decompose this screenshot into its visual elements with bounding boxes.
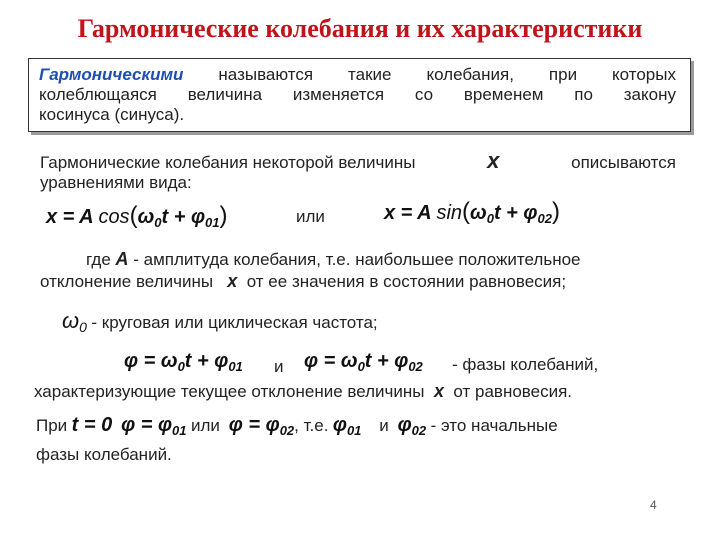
eq2-arg: t + φ (493, 202, 538, 224)
amplitude-line-1 (86, 248, 581, 271)
eq2-omega: ω (470, 202, 487, 224)
phase1-mid: t + φ (184, 350, 229, 372)
initial-and: и (379, 416, 389, 435)
definition-term: Гармоническими (39, 65, 184, 84)
eq2-fn: sin (436, 202, 463, 224)
eq1-close-paren: ) (219, 202, 228, 229)
phases-var-x: x (433, 381, 444, 401)
page-number: 4 (650, 498, 657, 512)
initial-phi2-text: φ = φ (228, 414, 280, 436)
initial-or: или (190, 416, 220, 435)
frequency-text: - круговая или циклическая частота; (91, 313, 378, 332)
frequency-sub: 0 (79, 319, 87, 335)
eq2-open-paren: ( (462, 198, 471, 225)
initial-t0: t = 0 (71, 414, 113, 436)
amplitude-var-x: x (227, 271, 238, 291)
intro-text-end: описываются (571, 153, 676, 172)
definition-line-3: косинуса (синуса). (39, 105, 185, 124)
definition-line-1 (39, 65, 676, 85)
amplitude-line2-pre: отклонение величины (40, 272, 214, 291)
phases-line2-pre: характеризующие текущее отклонение величины (34, 382, 425, 401)
initial-phi1 (121, 414, 186, 436)
eq2-sub2: 02 (537, 211, 552, 226)
initial-phi2 (229, 414, 294, 436)
eq1-fn: cos (98, 206, 130, 228)
eq1-sub2: 01 (205, 215, 220, 230)
eq1-arg: t + φ (161, 206, 206, 228)
initial-line-1 (36, 414, 558, 438)
eq2-sub1: 0 (486, 211, 494, 226)
phase2-sub0: 0 (357, 359, 365, 374)
initial-line-2: фазы колебаний. (36, 445, 172, 464)
phase2-lhs: φ = ω (304, 350, 358, 372)
amplitude-pre: где (86, 250, 111, 269)
equation-cos (46, 202, 228, 230)
eq2-lhs: x = A (384, 202, 431, 224)
equation-sin (384, 198, 560, 226)
phase1-lhs: φ = ω (124, 350, 178, 372)
initial-p02-text: φ (397, 414, 412, 436)
amplitude-line2-post: от ее значения в состоянии равновесия; (246, 272, 567, 291)
initial-pri: При (36, 416, 68, 435)
initial-p02-sub: 02 (411, 423, 427, 438)
phases-line-2 (34, 380, 572, 403)
initial-p01-text: φ (332, 414, 347, 436)
initial-phi2-sub: 02 (279, 423, 295, 438)
initial-phi1-sub: 01 (172, 423, 187, 438)
amplitude-post: - амплитуда колебания, т.е. наибольшее положительное (133, 250, 581, 269)
eq1-open-paren: ( (129, 202, 138, 229)
intro-var-x: x (487, 148, 500, 173)
frequency-omega: ω (62, 308, 80, 333)
or-label: или (296, 207, 325, 226)
initial-te: , т.е. (294, 416, 329, 435)
initial-p02 (398, 414, 427, 436)
phase-formula-2 (304, 350, 423, 374)
initial-phi1-text: φ = φ (121, 414, 173, 436)
eq1-omega: ω (137, 206, 155, 228)
initial-p01 (333, 414, 362, 436)
eq2-close-paren: ) (551, 198, 560, 225)
initial-tail: - это начальные (430, 416, 558, 435)
amplitude-var-A: A (115, 249, 129, 269)
phase2-mid: t + φ (364, 350, 409, 372)
frequency-line (62, 308, 378, 335)
phase1-sub0: 0 (177, 359, 185, 374)
eq1-lhs: x = A (46, 206, 93, 228)
intro-text: Гармонические колебания некоторой величины (40, 153, 416, 172)
phases-desc: - фазы колебаний, (452, 355, 599, 374)
eq1-sub1: 0 (154, 215, 162, 230)
definition-line-1-text: называются такие колебания, при которых (218, 65, 676, 84)
definition-line-2: колеблющаяся величина изменяется со временем по закону (39, 85, 676, 104)
definition-box (28, 58, 691, 132)
intro-line-1 (40, 150, 676, 174)
slide-title: Гармонические колебания и их характеристики (77, 14, 643, 43)
initial-p01-sub: 01 (346, 423, 362, 438)
phase-formula-1 (124, 350, 243, 374)
intro-line-2: уравнениями вида: (40, 173, 192, 192)
phases-line2-post: от равновесия. (453, 382, 573, 401)
phase1-sub: 01 (228, 359, 243, 374)
phases-and: и (274, 357, 284, 376)
amplitude-line-2 (40, 270, 566, 293)
phase2-sub: 02 (408, 359, 423, 374)
